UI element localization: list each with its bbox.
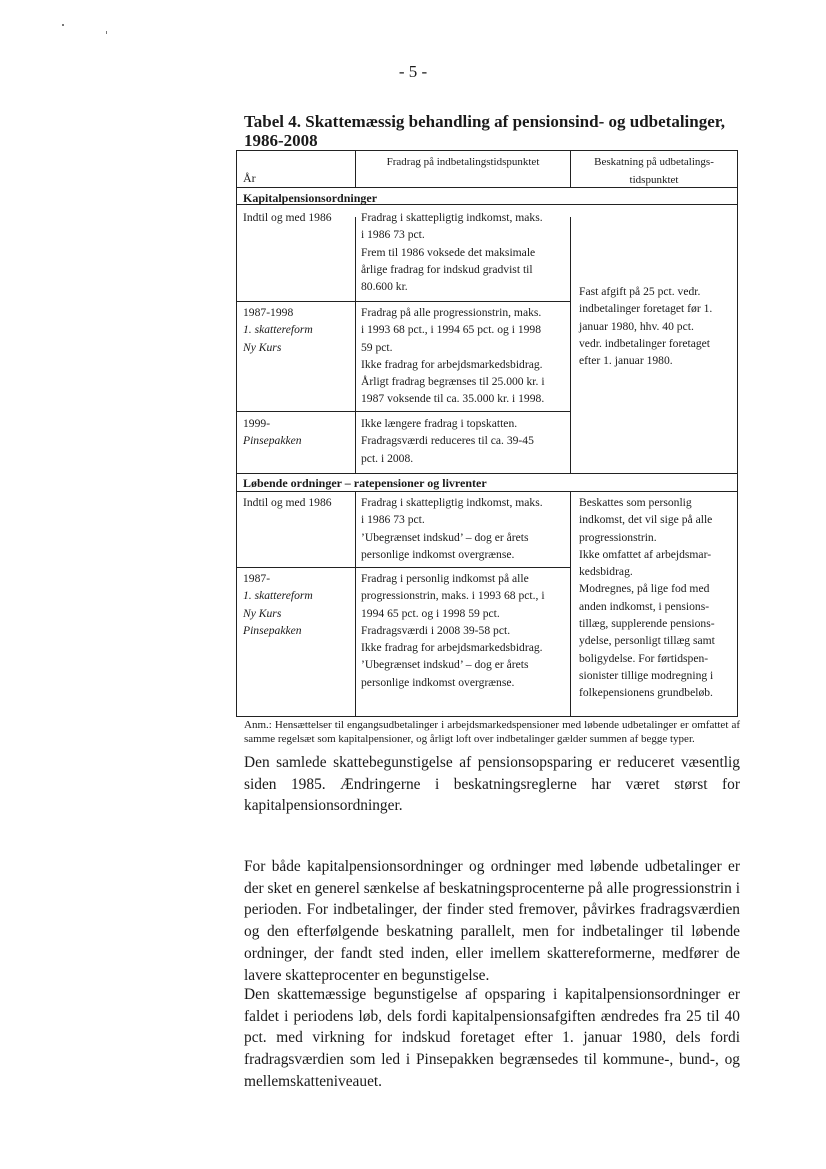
tax-table	[236, 150, 738, 717]
taxation-line: indbetalinger foretaget før 1.	[579, 302, 713, 316]
deduction-line: Frem til 1986 voksede det maksimale	[361, 245, 536, 259]
deduction-line: Fradrag i personlig indkomst på alle	[361, 572, 529, 585]
deduction-line: Fradragsværdi reduceres til ca. 39-45	[361, 434, 534, 448]
section-divider	[237, 473, 737, 474]
deduction-line: Ikke fradrag for arbejdsmarkedsbidrag.	[361, 357, 543, 371]
deduction-line: Ikke længere fradrag i topskatten.	[361, 417, 518, 430]
year-line: 1. skattereform	[243, 323, 313, 337]
deduction-cell	[361, 570, 545, 691]
taxation-line: kedsbidrag.	[579, 565, 633, 579]
row-divider	[237, 567, 570, 568]
taxation-cell	[579, 494, 715, 702]
deduction-line: i 1993 68 pct., i 1994 65 pct. og i 1998	[361, 323, 542, 337]
deduction-line: Fradrag på alle progressionstrin, maks.	[361, 306, 542, 319]
deduction-line: i 1986 73 pct.	[361, 513, 425, 527]
header-taxation-line: tidspunktet	[629, 174, 679, 186]
taxation-line: progressionstrin.	[579, 530, 657, 544]
section-divider	[237, 491, 737, 492]
deduction-line: årlige fradrag for indskud gradvist til	[361, 262, 533, 276]
year-line: Ny Kurs	[243, 606, 282, 620]
deduction-cell	[361, 209, 543, 295]
deduction-line: Fradrag i skattepligtig indkomst, maks.	[361, 496, 543, 509]
deduction-line: Årligt fradrag begrænses til 25.000 kr. i	[361, 375, 545, 389]
year-line: 1987-	[243, 572, 271, 585]
deduction-line: 59 pct.	[361, 340, 393, 354]
taxation-line: ydelse, personligt tillæg samt	[579, 634, 715, 648]
header-year: År	[243, 171, 256, 185]
deduction-line: personlige indkomst overgrænse.	[361, 547, 515, 561]
column-divider	[570, 491, 571, 717]
taxation-line: anden indkomst, i pensions-	[579, 599, 710, 613]
taxation-line: Beskattes som personlig	[579, 496, 692, 509]
year-cell	[243, 415, 302, 450]
row-divider	[237, 301, 570, 302]
year-cell	[243, 304, 313, 356]
deduction-line: 80.600 kr.	[361, 280, 408, 294]
deduction-line: ’Ubegrænset indskud’ – dog er årets	[361, 658, 529, 672]
column-divider	[570, 217, 571, 473]
year-line: 1999-	[243, 417, 271, 430]
deduction-line: progressionstrin, maks. i 1993 68 pct., i	[361, 589, 545, 603]
taxation-line: folkepensionens grundbeløb.	[579, 686, 713, 700]
section-heading-loebende: Løbende ordninger – ratepensioner og livrenter	[243, 476, 487, 490]
deduction-line: Fradragsværdi i 2008 39-58 pct.	[361, 623, 511, 637]
deduction-line: ’Ubegrænset indskud’ – dog er årets	[361, 530, 529, 544]
year-cell	[243, 570, 313, 639]
deduction-cell	[361, 304, 545, 408]
deduction-line: 1994 65 pct. og i 1998 59 pct.	[361, 606, 500, 620]
body-paragraph: For både kapitalpensionsordninger og ordninger med løbende udbetalinger er der sket en generel sænkelse af beskatningsprocenterne på alle progressionstrin i perioden. For indbetalinger, der finder sted fremover, påvirkes fradragsværdien og den efterfølgende beskatning parallelt, men for indbetalinger til løbende ordninger, der fandt sted inden, eller imellem skattereformerne, medfører de lavere skatteprocenter en begunstigelse.	[244, 858, 740, 984]
year-line: 1. skattereform	[243, 589, 313, 603]
body-paragraph: Den skattemæssige begunstigelse af opsparing i kapitalpensionsordninger er faldet i periodens løb, dels fordi kapitalpensionsafgiften ændredes fra 25 til 40 pct. med virkning for indskud foretaget efter 1. januar 1980, dels fordi fradragsværdien som led i Pinsepakken begrænsedes til kommune-, bund-, og mellemskatteniveauet.	[244, 986, 740, 1090]
deduction-cell	[361, 415, 534, 467]
taxation-line: Fast afgift på 25 pct. vedr.	[579, 285, 701, 298]
column-divider	[355, 491, 356, 717]
deduction-line: Fradrag i skattepligtig indkomst, maks.	[361, 211, 543, 224]
header-taxation	[571, 153, 737, 189]
header-taxation-line: Beskatning på udbetalings-	[594, 156, 714, 168]
deduction-line: personlige indkomst overgrænse.	[361, 675, 515, 689]
section-heading-kapitalpension: Kapitalpensionsordninger	[243, 191, 378, 205]
column-divider	[355, 217, 356, 473]
deduction-line: pct. i 2008.	[361, 451, 414, 465]
scan-speck	[106, 31, 107, 34]
year-line: Indtil og med 1986	[243, 211, 332, 224]
table-note: Anm.: Hensættelser til engangsudbetalinger i arbejdsmarkedspensioner med løbende udbetalinger er omfattet af samme regelsæt som kapitalpensioner, og årligt loft over indbetalinger gælder summen af begge typer.	[244, 719, 740, 745]
deduction-line: 1987 voksende til ca. 35.000 kr. i 1998.	[361, 392, 545, 406]
year-line: Ny Kurs	[243, 340, 282, 354]
row-divider	[237, 411, 570, 412]
year-line: Pinsepakken	[243, 434, 302, 448]
year-line: 1987-1998	[243, 306, 294, 319]
table-title: Tabel 4. Skattemæssig behandling af pensionsind- og udbetalinger, 1986-2008	[244, 112, 726, 150]
deduction-line: i 1986 73 pct.	[361, 228, 425, 242]
deduction-cell	[361, 494, 543, 563]
year-cell	[243, 209, 332, 226]
taxation-cell	[579, 283, 712, 369]
body-paragraph: Den samlede skattebegunstigelse af pensionsopsparing er reduceret væsentlig siden 1985. Ændringerne i beskatningsreglerne har været størst for kapitalpensionsordninger.	[244, 754, 740, 815]
taxation-line: Modregnes, på lige fod med	[579, 582, 710, 596]
taxation-line: januar 1980, hhv. 40 pct.	[579, 319, 694, 333]
year-line: Indtil og med 1986	[243, 496, 332, 509]
scan-speck	[62, 24, 64, 26]
taxation-line: tillæg, supplerende pensions-	[579, 617, 715, 631]
year-line: Pinsepakken	[243, 623, 302, 637]
taxation-line: vedr. indbetalinger foretaget	[579, 336, 711, 350]
taxation-line: Ikke omfattet af arbejdsmar-	[579, 547, 712, 561]
taxation-line: boligydelse. For førtidspen-	[579, 651, 709, 665]
year-cell	[243, 494, 332, 511]
taxation-line: sionister tillige modregning i	[579, 668, 714, 682]
taxation-line: indkomst, det vil sige på alle	[579, 513, 713, 527]
page-number: - 5 -	[398, 62, 428, 81]
taxation-line: efter 1. januar 1980.	[579, 354, 673, 368]
header-deduction: Fradrag på indbetalingstidspunktet	[386, 156, 540, 168]
deduction-line: Ikke fradrag for arbejdsmarkedsbidrag.	[361, 641, 543, 655]
